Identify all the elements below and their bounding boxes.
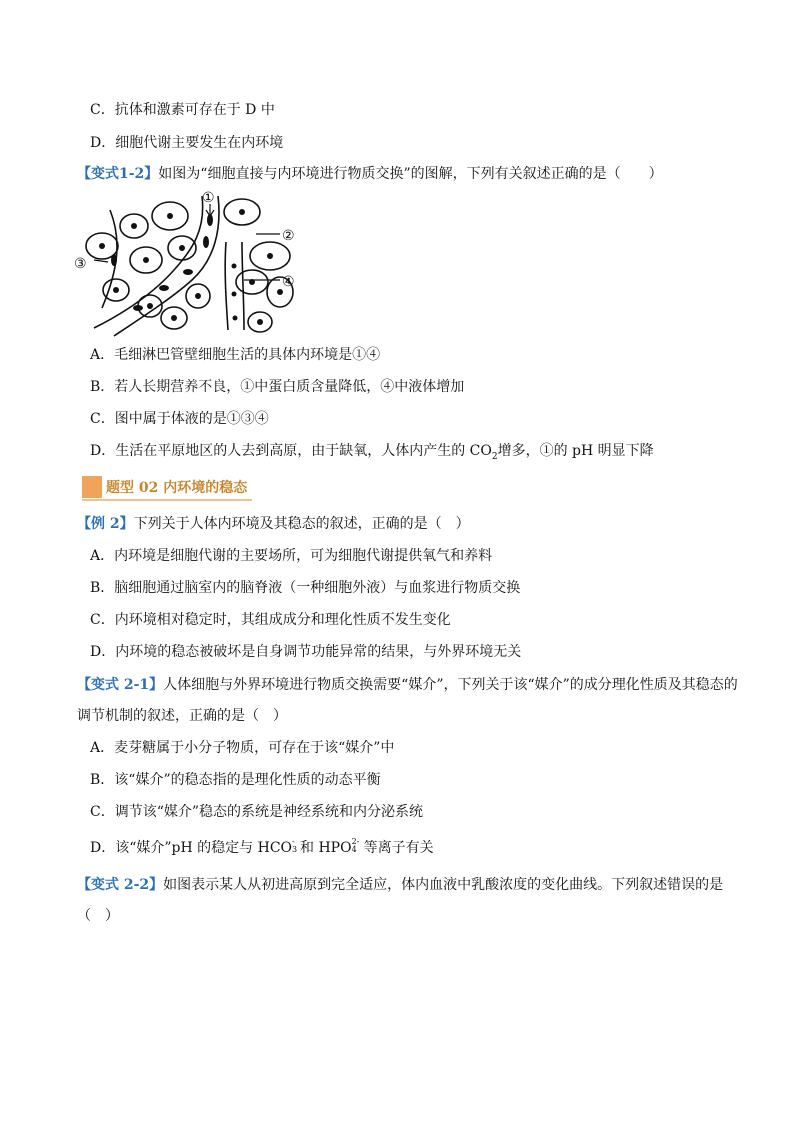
option-c: C．调节该“媒介”稳态的系统是神经系统和内分泌系统 (90, 804, 424, 820)
question-tag: 【变式 2-2】 (77, 877, 164, 893)
question-stem-line2: （ ） (77, 908, 119, 924)
question-variant-1-2 (77, 164, 663, 184)
option-d-prev: D．细胞代谢主要发生在内环境 (90, 135, 284, 151)
option-d: D．该“媒介”pH 的稳定与 HCO - 3 和 HPO 2- 4 等离子有关 (90, 837, 434, 856)
question-tag: 【变式 2-1】 (77, 677, 164, 693)
cell-exchange-diagram (74, 190, 314, 340)
label-3: ③ (74, 256, 87, 272)
option-a: A．麦芽糖属于小分子物质，可存在于该“媒介”中 (90, 740, 395, 756)
option-b: B．该“媒介”的稳态指的是理化性质的动态平衡 (90, 772, 381, 788)
question-tag: 【变式1-2】 (77, 166, 159, 182)
option-c-prev: C．抗体和激素可存在于 D 中 (90, 102, 275, 118)
option-d: D．内环境的稳态被破坏是自身调节功能异常的结果，与外界环境无关 (90, 644, 522, 660)
option-c: C．内环境相对稳定时，其组成成分和理化性质不发生变化 (90, 612, 451, 628)
question-stem-line1: 人体细胞与外界环境进行物质交换需要“媒介”，下列关于该“媒介”的成分理化性质及其稳态的 (163, 677, 738, 693)
label-2: ② (282, 228, 295, 244)
label-1: ① (202, 190, 215, 206)
question-example-2 (77, 514, 470, 534)
section-title: 题型 02 内环境的稳态 (106, 480, 248, 496)
question-variant-2-1 (77, 675, 738, 695)
section-marker (82, 476, 102, 498)
option-c: C．图中属于体液的是①③④ (90, 411, 269, 427)
question-variant-2-2 (77, 875, 723, 895)
option-a: A．内环境是细胞代谢的主要场所，可为细胞代谢提供氧气和养料 (90, 548, 493, 564)
question-tag: 【例 2】 (77, 516, 134, 532)
option-a: A．毛细淋巴管壁细胞生活的具体内环境是①④ (90, 347, 381, 363)
label-4: ④ (282, 274, 295, 290)
section-header (82, 474, 282, 500)
question-stem: 如图为“细胞直接与内环境进行物质交换”的图解，下列有关叙述正确的是（ ） (158, 166, 663, 182)
option-d: D．生活在平原地区的人去到高原，由于缺氧，人体内产生的 $CO_2$增多，①的 pH 明显下降 (90, 443, 654, 462)
question-stem: 下列关于人体内环境及其稳态的叙述，正确的是（ ） (133, 516, 470, 532)
option-b: B．脑细胞通过脑室内的脑脊液（一种细胞外液）与血浆进行物质交换 (90, 580, 521, 596)
question-stem-line1: 如图表示某人从初进高原到完全适应，体内血液中乳酸浓度的变化曲线。下列叙述错误的是 (163, 877, 724, 893)
question-stem-line2: 调节机制的叙述，正确的是（ ） (77, 708, 287, 724)
option-b: B．若人长期营养不良，①中蛋白质含量降低，④中液体增加 (90, 379, 465, 395)
section-underline (82, 499, 252, 501)
